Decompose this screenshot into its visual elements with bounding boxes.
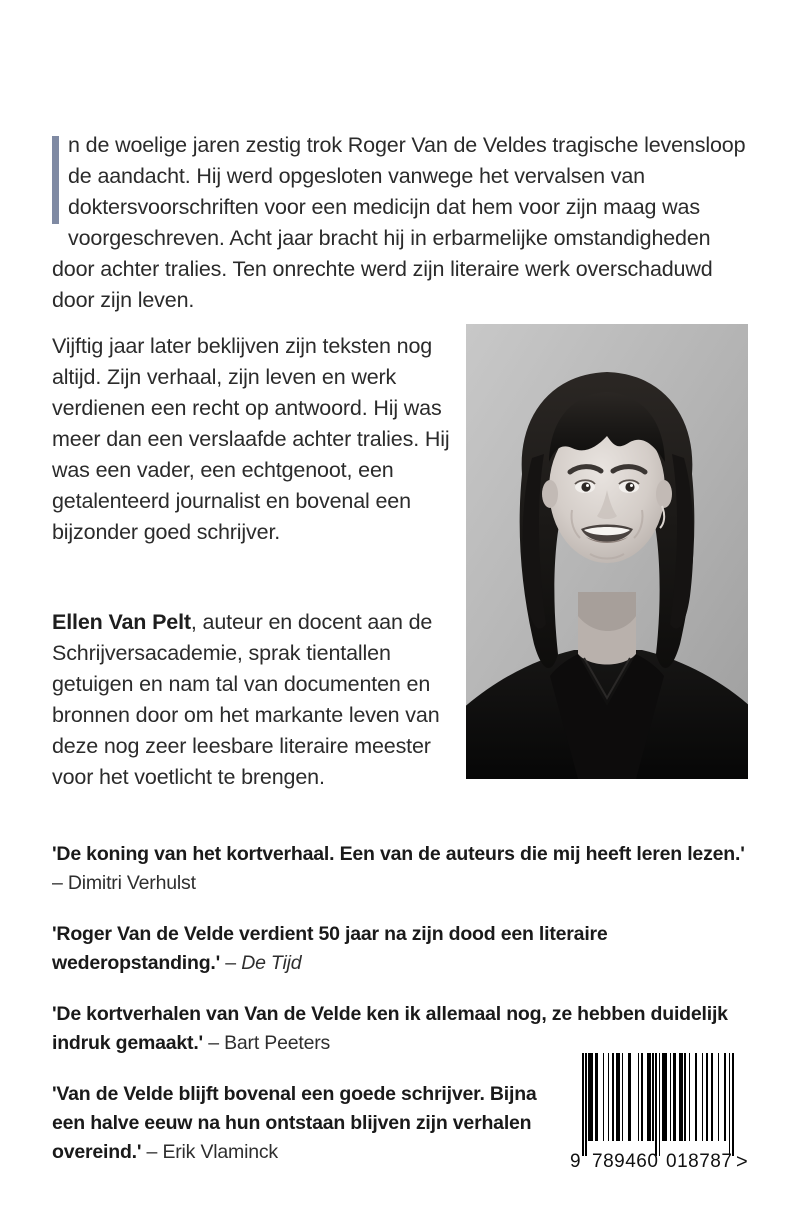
intro-text: n de woelige jaren zestig trok Roger Van de Veldes tragische levensloop de aandacht. Hij werd opgesloten vanwege het vervalsen van doktersvoorschriften voor een medicijn dat hem voor zijn maag was voorgeschreven. Acht jaar bracht hij in erbarmelijke omstandigheden door achter tralies. Ten onrechte werd zijn literaire werk overschaduwd door zijn leven. bbox=[52, 133, 746, 312]
barcode-lead-digit: 9 bbox=[570, 1151, 582, 1172]
quote-dash: – bbox=[202, 1032, 225, 1054]
quote-dash: – bbox=[220, 952, 242, 974]
quote-source: De Tijd bbox=[241, 952, 302, 974]
author-name: Ellen Van Pelt bbox=[52, 610, 191, 634]
paragraph-two: Vijftig jaar later beklijven zijn teksten nog altijd. Zijn verhaal, zijn leven en werk verdienen een recht op antwoord. Hij was meer dan een verslaafde achter tralies. Hij was een vader, een echtgenoot, een getalenteerd journalist en bovenal een bijzonder goed schrijver. bbox=[52, 334, 450, 544]
quote-dash: – bbox=[141, 1141, 163, 1163]
intro-paragraph bbox=[52, 130, 752, 316]
barcode-group-right: 018787 bbox=[666, 1151, 733, 1172]
quote-text: 'Van de Velde blijft bovenal een goede schrijver. Bijna een halve eeuw na hun ontstaan blijven zijn verhalen overeind.' bbox=[52, 1083, 537, 1163]
quote-source: Bart Peeters bbox=[224, 1032, 331, 1054]
quote-text: 'De koning van het kortverhaal. Een van de auteurs die mij heeft leren lezen.' bbox=[52, 843, 745, 865]
quote-text: 'De kortverhalen van Van de Velde ken ik allemaal nog, ze hebben duidelijk indruk gemaakt.' bbox=[52, 1003, 728, 1054]
dropcap-rule bbox=[52, 136, 59, 224]
quote-text: 'Roger Van de Velde verdient 50 jaar na zijn dood een literaire wederopstanding.' bbox=[52, 923, 608, 974]
quote-source: Dimitri Verhulst bbox=[67, 872, 196, 894]
barcode-end-marker: > bbox=[736, 1151, 749, 1173]
quote-item bbox=[52, 920, 752, 978]
author-photo bbox=[466, 324, 748, 779]
quote-source: Erik Vlaminck bbox=[162, 1141, 278, 1163]
quote-item bbox=[52, 1080, 572, 1167]
paragraph-three bbox=[52, 607, 452, 793]
isbn-barcode bbox=[570, 1053, 752, 1181]
author-portrait-illustration bbox=[466, 324, 748, 779]
body-column bbox=[52, 331, 452, 793]
quote-dash: – bbox=[52, 872, 68, 894]
quote-item bbox=[52, 840, 752, 898]
barcode-bars bbox=[582, 1053, 734, 1156]
barcode-group-left: 789460 bbox=[592, 1151, 659, 1172]
author-bio-text: , auteur en docent aan de Schrijversacademie, sprak tientallen getuigen en nam tal van documenten en bronnen door om het markante leven van deze nog zeer leesbare literaire meester voor het voetlicht te brengen. bbox=[52, 610, 440, 789]
quote-item bbox=[52, 1000, 752, 1058]
